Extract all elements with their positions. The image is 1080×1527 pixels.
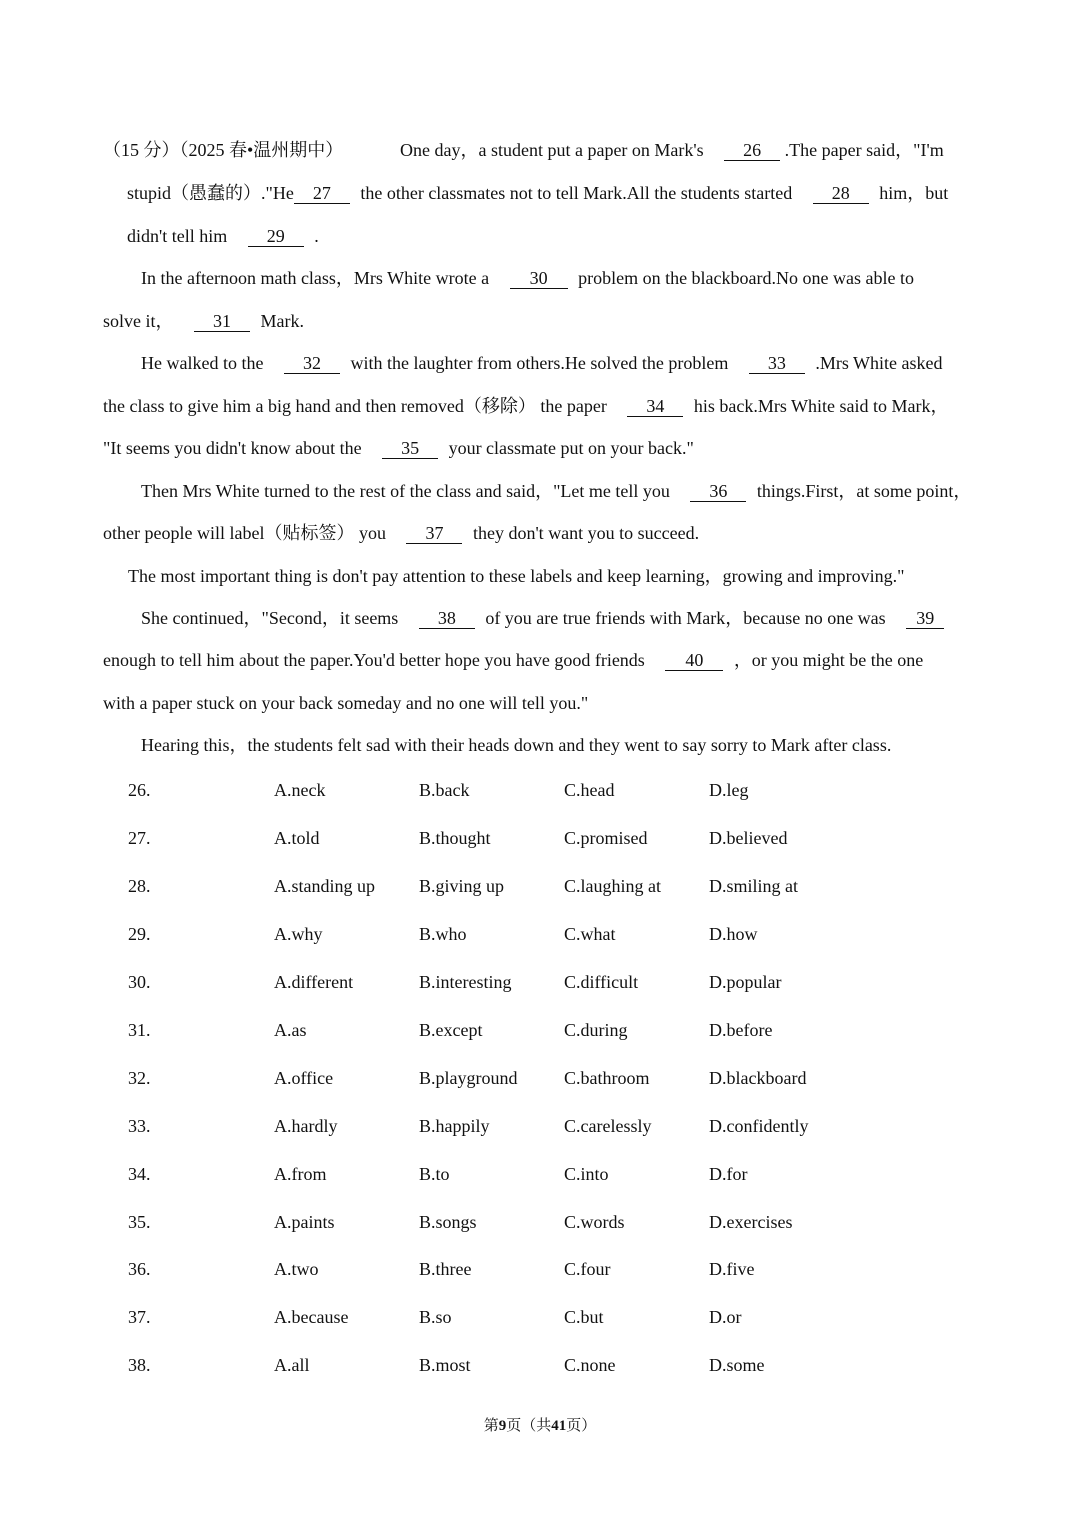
option-b: B.except (419, 1020, 483, 1040)
passage-line (103, 521, 699, 545)
footer-text: 页（共 (506, 1418, 552, 1434)
option-b: B.so (419, 1307, 452, 1327)
option-c: C.into (564, 1164, 609, 1184)
option-a: A.why (274, 924, 323, 944)
option-d: D.smiling at (709, 876, 798, 896)
option-d: D.before (709, 1020, 773, 1040)
question-number: 30. (128, 972, 151, 992)
passage-text: the other classmates not to tell Mark.All the students started (360, 183, 793, 203)
option-a: A.as (274, 1020, 307, 1040)
passage-text: .The paper said，"I'm (784, 140, 944, 160)
option-row (0, 970, 1080, 994)
passage-text: Mark. (260, 311, 304, 331)
option-b: B.three (419, 1259, 472, 1279)
page-number: 9 (498, 1418, 507, 1434)
option-b: B.who (419, 924, 467, 944)
blank-38: 38 (419, 608, 475, 629)
option-a: A.different (274, 972, 354, 992)
option-row (0, 778, 1080, 802)
passage-line (141, 266, 914, 290)
option-d: D.how (709, 924, 758, 944)
passage-text: other people will label（贴标签） you (103, 523, 386, 543)
option-a: A.from (274, 1164, 327, 1184)
question-number: 32. (128, 1068, 151, 1088)
passage-text: of you are true friends with Mark，because no one was (485, 608, 886, 628)
blank-28: 28 (813, 183, 869, 204)
option-d: D.believed (709, 828, 788, 848)
option-row (0, 1066, 1080, 1090)
option-a: A.told (274, 828, 320, 848)
option-b: B.to (419, 1164, 450, 1184)
blank-30: 30 (510, 268, 568, 289)
question-number: 27. (128, 828, 151, 848)
question-number: 38. (128, 1355, 151, 1375)
option-c: C.what (564, 924, 616, 944)
option-c: C.words (564, 1212, 625, 1232)
page-footer (0, 1416, 1080, 1436)
option-d: D.for (709, 1164, 748, 1184)
option-d: D.or (709, 1307, 742, 1327)
option-d: D.popular (709, 972, 782, 992)
option-b: B.most (419, 1355, 471, 1375)
option-c: C.but (564, 1307, 604, 1327)
blank-31: 31 (194, 311, 250, 332)
option-a: A.two (274, 1259, 319, 1279)
passage-line (127, 181, 948, 205)
option-d: D.some (709, 1355, 765, 1375)
blank-34: 34 (627, 396, 683, 417)
option-a: A.all (274, 1355, 310, 1375)
passage-line (400, 138, 944, 162)
passage-text: "It seems you didn't know about the (103, 438, 362, 458)
question-number: 29. (128, 924, 151, 944)
footer-text: 页） (566, 1418, 597, 1434)
question-number: 33. (128, 1116, 151, 1136)
option-row (0, 826, 1080, 850)
passage-text: Hearing this，the students felt sad with their heads down and they went to say sorry to Mark after class. (141, 735, 892, 755)
passage-text: didn't tell him (127, 226, 228, 246)
passage-text: solve it， (103, 311, 174, 331)
blank-26: 26 (724, 140, 780, 161)
option-a: A.hardly (274, 1116, 338, 1136)
option-b: B.playground (419, 1068, 518, 1088)
option-c: C.laughing at (564, 876, 661, 896)
passage-line (141, 351, 943, 375)
blank-29: 29 (248, 226, 304, 247)
passage-text: with a paper stuck on your back someday and no one will tell you." (103, 693, 589, 713)
option-c: C.promised (564, 828, 648, 848)
passage-text: your classmate put on your back." (448, 438, 694, 458)
passage-text: problem on the blackboard.No one was able to (578, 268, 914, 288)
option-c: C.bathroom (564, 1068, 650, 1088)
option-row (0, 1210, 1080, 1234)
option-row (0, 1162, 1080, 1186)
passage-text: . (314, 226, 319, 246)
total-pages: 41 (551, 1418, 567, 1434)
passage-text: ，or you might be the one (733, 650, 924, 670)
question-number: 31. (128, 1020, 151, 1040)
option-row (0, 1305, 1080, 1329)
passage-line (103, 691, 588, 715)
option-d: D.confidently (709, 1116, 809, 1136)
passage-line (127, 224, 319, 248)
passage-line (128, 564, 904, 588)
passage-line (103, 394, 949, 418)
blank-32: 32 (284, 353, 340, 374)
question-header-line (103, 138, 343, 162)
question-number: 28. (128, 876, 151, 896)
option-d: D.exercises (709, 1212, 793, 1232)
question-number: 35. (128, 1212, 151, 1232)
blank-39: 39 (906, 608, 944, 629)
question-header: （15 分）（2025 春•温州期中） (103, 140, 344, 160)
passage-text: they don't want you to succeed. (472, 523, 700, 543)
blank-40: 40 (665, 650, 723, 671)
option-c: C.carelessly (564, 1116, 652, 1136)
passage-text: The most important thing is don't pay attention to these labels and keep learning，growing and improving." (128, 566, 905, 586)
passage-text: with the laughter from others.He solved the problem (350, 353, 729, 373)
option-a: A.paints (274, 1212, 335, 1232)
option-b: B.songs (419, 1212, 477, 1232)
question-number: 37. (128, 1307, 151, 1327)
blank-35: 35 (382, 438, 438, 459)
passage-text: He walked to the (141, 353, 264, 373)
option-c: C.none (564, 1355, 616, 1375)
option-c: C.difficult (564, 972, 639, 992)
passage-text: his back.Mrs White said to Mark， (693, 396, 949, 416)
option-c: C.head (564, 780, 615, 800)
passage-text: She continued，"Second，it seems (141, 608, 399, 628)
passage-text: things.First，at some point， (756, 481, 972, 501)
blank-33: 33 (749, 353, 805, 374)
question-number: 34. (128, 1164, 151, 1184)
option-a: A.neck (274, 780, 326, 800)
blank-27: 27 (294, 183, 350, 204)
passage-text: Then Mrs White turned to the rest of the class and said，"Let me tell you (141, 481, 670, 501)
passage-line (141, 606, 944, 630)
passage-text: .Mrs White asked (815, 353, 943, 373)
passage-text: him，but (879, 183, 949, 203)
passage-text: the class to give him a big hand and then removed（移除） the paper (103, 396, 607, 416)
option-a: A.standing up (274, 876, 375, 896)
option-b: B.thought (419, 828, 491, 848)
passage-line (141, 733, 891, 757)
option-b: B.giving up (419, 876, 505, 896)
option-row (0, 1018, 1080, 1042)
option-c: C.during (564, 1020, 628, 1040)
option-d: D.blackboard (709, 1068, 807, 1088)
question-number: 26. (128, 780, 151, 800)
option-row (0, 1257, 1080, 1281)
option-row (0, 922, 1080, 946)
option-a: A.because (274, 1307, 349, 1327)
question-number: 36. (128, 1259, 151, 1279)
passage-line (103, 648, 923, 672)
passage-text: enough to tell him about the paper.You'd better hope you have good friends (103, 650, 645, 670)
option-row (0, 874, 1080, 898)
option-d: D.leg (709, 780, 749, 800)
passage-text: In the afternoon math class，Mrs White wrote a (141, 268, 490, 288)
passage-text: stupid（愚蠢的）."He (127, 183, 294, 203)
passage-line (141, 479, 971, 503)
blank-37: 37 (406, 523, 462, 544)
passage-text: One day，a student put a paper on Mark's (400, 140, 704, 160)
option-row (0, 1114, 1080, 1138)
option-a: A.office (274, 1068, 334, 1088)
blank-36: 36 (690, 481, 746, 502)
option-c: C.four (564, 1259, 611, 1279)
option-b: B.back (419, 780, 470, 800)
option-b: B.interesting (419, 972, 512, 992)
footer-text: 第 (483, 1418, 499, 1434)
passage-line (103, 436, 694, 460)
option-d: D.five (709, 1259, 755, 1279)
passage-line (103, 309, 304, 333)
option-b: B.happily (419, 1116, 490, 1136)
option-row (0, 1353, 1080, 1377)
